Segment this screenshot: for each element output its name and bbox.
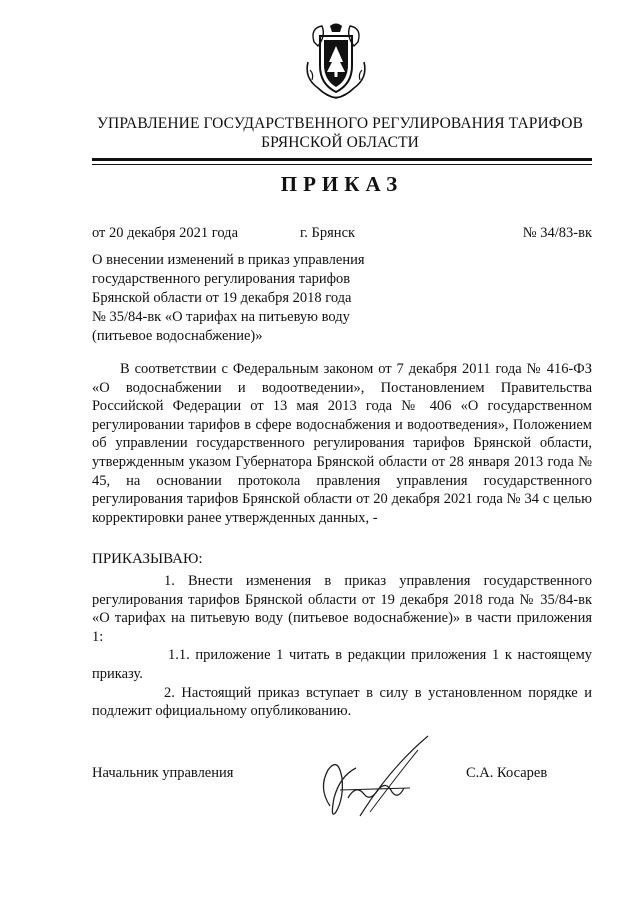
organization-name-line1: УПРАВЛЕНИЕ ГОСУДАРСТВЕННОГО РЕГУЛИРОВАНИЯ ТАРИФОВ <box>96 115 584 132</box>
item-text: приложение 1 читать в редакции приложения 1 к настоящему приказу. <box>92 647 592 682</box>
item-text: Настоящий приказ вступает в силу в установленном порядке и подлежит официальному опубликованию. <box>92 684 592 720</box>
document-subject <box>92 251 422 346</box>
item-number: 1. <box>164 573 175 589</box>
header-divider-thick <box>92 158 592 161</box>
order-item <box>92 572 592 646</box>
subject-line: государственного регулирования тарифов <box>92 271 351 287</box>
subject-line: Брянской области от 19 декабря 2018 года <box>92 290 352 306</box>
order-keyword: ПРИКАЗЫВАЮ: <box>92 551 203 567</box>
document-number: № 34/83-вк <box>522 225 592 241</box>
preamble-paragraph: В соответствии с Федеральным законом от 7 декабря 2011 года № 416-ФЗ «О водоснабжении и водоотведении», Постановлением Правительства Российской Федерации от 13 мая 2013 года № 406 «О государственном регулировании тарифов в сфере водоснабжения и водоотведения», Положением об управлении государственного регулирования тарифов Брянской области, утвержденным указом Губернатора Брянской области от 28 января 2013 года № 45, на основании протокола правления управления государственного регулирования тарифов Брянской области от 20 декабря 2021 года № 34 с целью корректировки ранее утвержденных данных, - <box>92 361 592 526</box>
order-subitem <box>92 646 592 683</box>
subject-line: О внесении изменений в приказ управления <box>92 252 365 268</box>
document-title: ПРИКАЗ <box>280 172 404 196</box>
coat-of-arms-icon <box>300 22 372 102</box>
document-city: г. Брянск <box>300 225 356 241</box>
signatory-name: С.А. Косарев <box>466 765 548 781</box>
order-items <box>92 572 592 721</box>
signatory-role: Начальник управления <box>92 765 234 781</box>
header-divider-thin <box>92 164 592 165</box>
item-text: Внести изменения в приказ управления государственного регулирования тарифов Брянской области от 19 декабря 2018 года № 35/84-вк «О тарифах на питьевую воду (питьевое водоснабжение)» в части приложения 1: <box>92 573 592 645</box>
item-number: 1.1. <box>168 647 190 664</box>
subject-line: № 35/84-вк «О тарифах на питьевую воду <box>92 309 350 325</box>
order-item <box>92 684 592 721</box>
subject-line: (питьевое водоснабжение)» <box>92 328 263 344</box>
organization-name-line2: БРЯНСКОЙ ОБЛАСТИ <box>261 134 419 151</box>
handwritten-signature <box>300 728 440 828</box>
document-date: от 20 декабря 2021 года <box>92 225 238 241</box>
item-number: 2. <box>164 684 175 701</box>
